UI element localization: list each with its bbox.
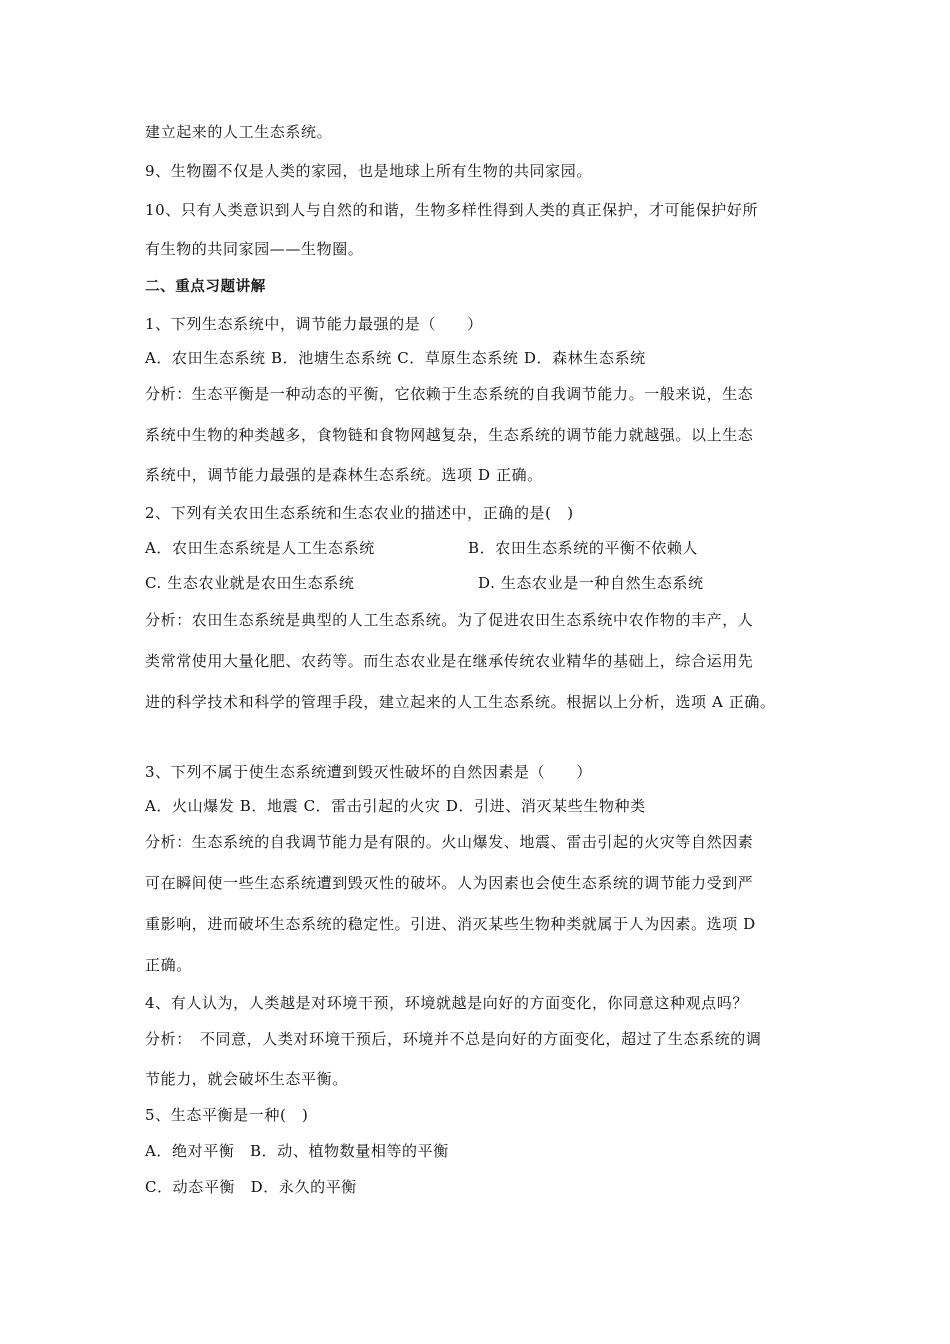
point-9: 9、生物圈不仅是人类的家园，也是地球上所有生物的共同家园。 xyxy=(145,162,592,180)
question-2-option-c: C. 生态农业就是农田生态系统 xyxy=(145,574,355,592)
question-5: 5、生态平衡是一种( ) xyxy=(145,1106,309,1124)
analysis-3-cont: 重影响，进而破坏生态系统的稳定性。引进、消灭某些生物种类就属于人为因素。选项 D xyxy=(145,915,756,933)
question-5-options-cd: C．动态平衡 D．永久的平衡 xyxy=(145,1178,357,1196)
point-10: 10、只有人类意识到人与自然的和谐，生物多样性得到人类的真正保护，才可能保护好所 xyxy=(145,201,759,219)
analysis-3-cont: 可在瞬间使一些生态系统遭到毁灭性的破坏。人为因素也会使生态系统的调节能力受到严 xyxy=(145,874,754,892)
question-3: 3、下列不属于使生态系统遭到毁灭性破坏的自然因素是（ ） xyxy=(145,763,592,781)
section-heading: 二、重点习题讲解 xyxy=(145,279,266,295)
analysis-1-cont: 系统中生物的种类越多，食物链和食物网越复杂，生态系统的调节能力就越强。以上生态 xyxy=(145,426,754,444)
question-2-option-d: D. 生态农业是一种自然生态系统 xyxy=(478,574,704,592)
analysis-4: 分析： 不同意，人类对环境干预后，环境并不总是向好的方面变化，超过了生态系统的调 xyxy=(145,1030,762,1048)
question-2-option-b: B．农田生态系统的平衡不依赖人 xyxy=(468,539,699,557)
analysis-2-cont: 类常常使用大量化肥、农药等。而生态农业是在继承传统农业精华的基础上，综合运用先 xyxy=(145,652,754,670)
question-1: 1、下列生态系统中，调节能力最强的是（ ） xyxy=(145,315,483,333)
question-5-options-ab: A．绝对平衡 B．动、植物数量相等的平衡 xyxy=(145,1142,449,1160)
question-2-option-a: A．农田生态系统是人工生态系统 xyxy=(145,539,375,557)
analysis-1: 分析：生态平衡是一种动态的平衡，它依赖于生态系统的自我调节能力。一般来说，生态 xyxy=(145,385,754,403)
analysis-2: 分析：农田生态系统是典型的人工生态系统。为了促进农田生态系统中农作物的丰产，人 xyxy=(145,611,754,629)
question-2: 2、下列有关农田生态系统和生态农业的描述中，正确的是( ) xyxy=(145,504,574,522)
analysis-4-cont: 节能力，就会破坏生态平衡。 xyxy=(145,1070,348,1088)
analysis-2-cont: 进的科学技术和科学的管理手段，建立起来的人工生态系统。根据以上分析，选项 A 正确。 xyxy=(145,693,776,711)
question-1-options: A．农田生态系统 B．池塘生态系统 C．草原生态系统 D．森林生态系统 xyxy=(145,349,646,367)
question-4: 4、有人认为，人类越是对环境干预，环境就越是向好的方面变化，你同意这种观点吗？ xyxy=(145,994,748,1012)
text-line: 有生物的共同家园——生物圈。 xyxy=(145,240,364,258)
text-line: 建立起来的人工生态系统。 xyxy=(145,123,333,141)
analysis-3-cont: 正确。 xyxy=(145,956,192,974)
analysis-3: 分析：生态系统的自我调节能力是有限的。火山爆发、地震、雷击引起的火灾等自然因素 xyxy=(145,833,754,851)
question-3-options: A．火山爆发 B．地震 C．雷击引起的火灾 D．引进、消灭某些生物种类 xyxy=(145,797,646,815)
analysis-1-cont: 系统中，调节能力最强的是森林生态系统。选项 D 正确。 xyxy=(145,466,543,484)
